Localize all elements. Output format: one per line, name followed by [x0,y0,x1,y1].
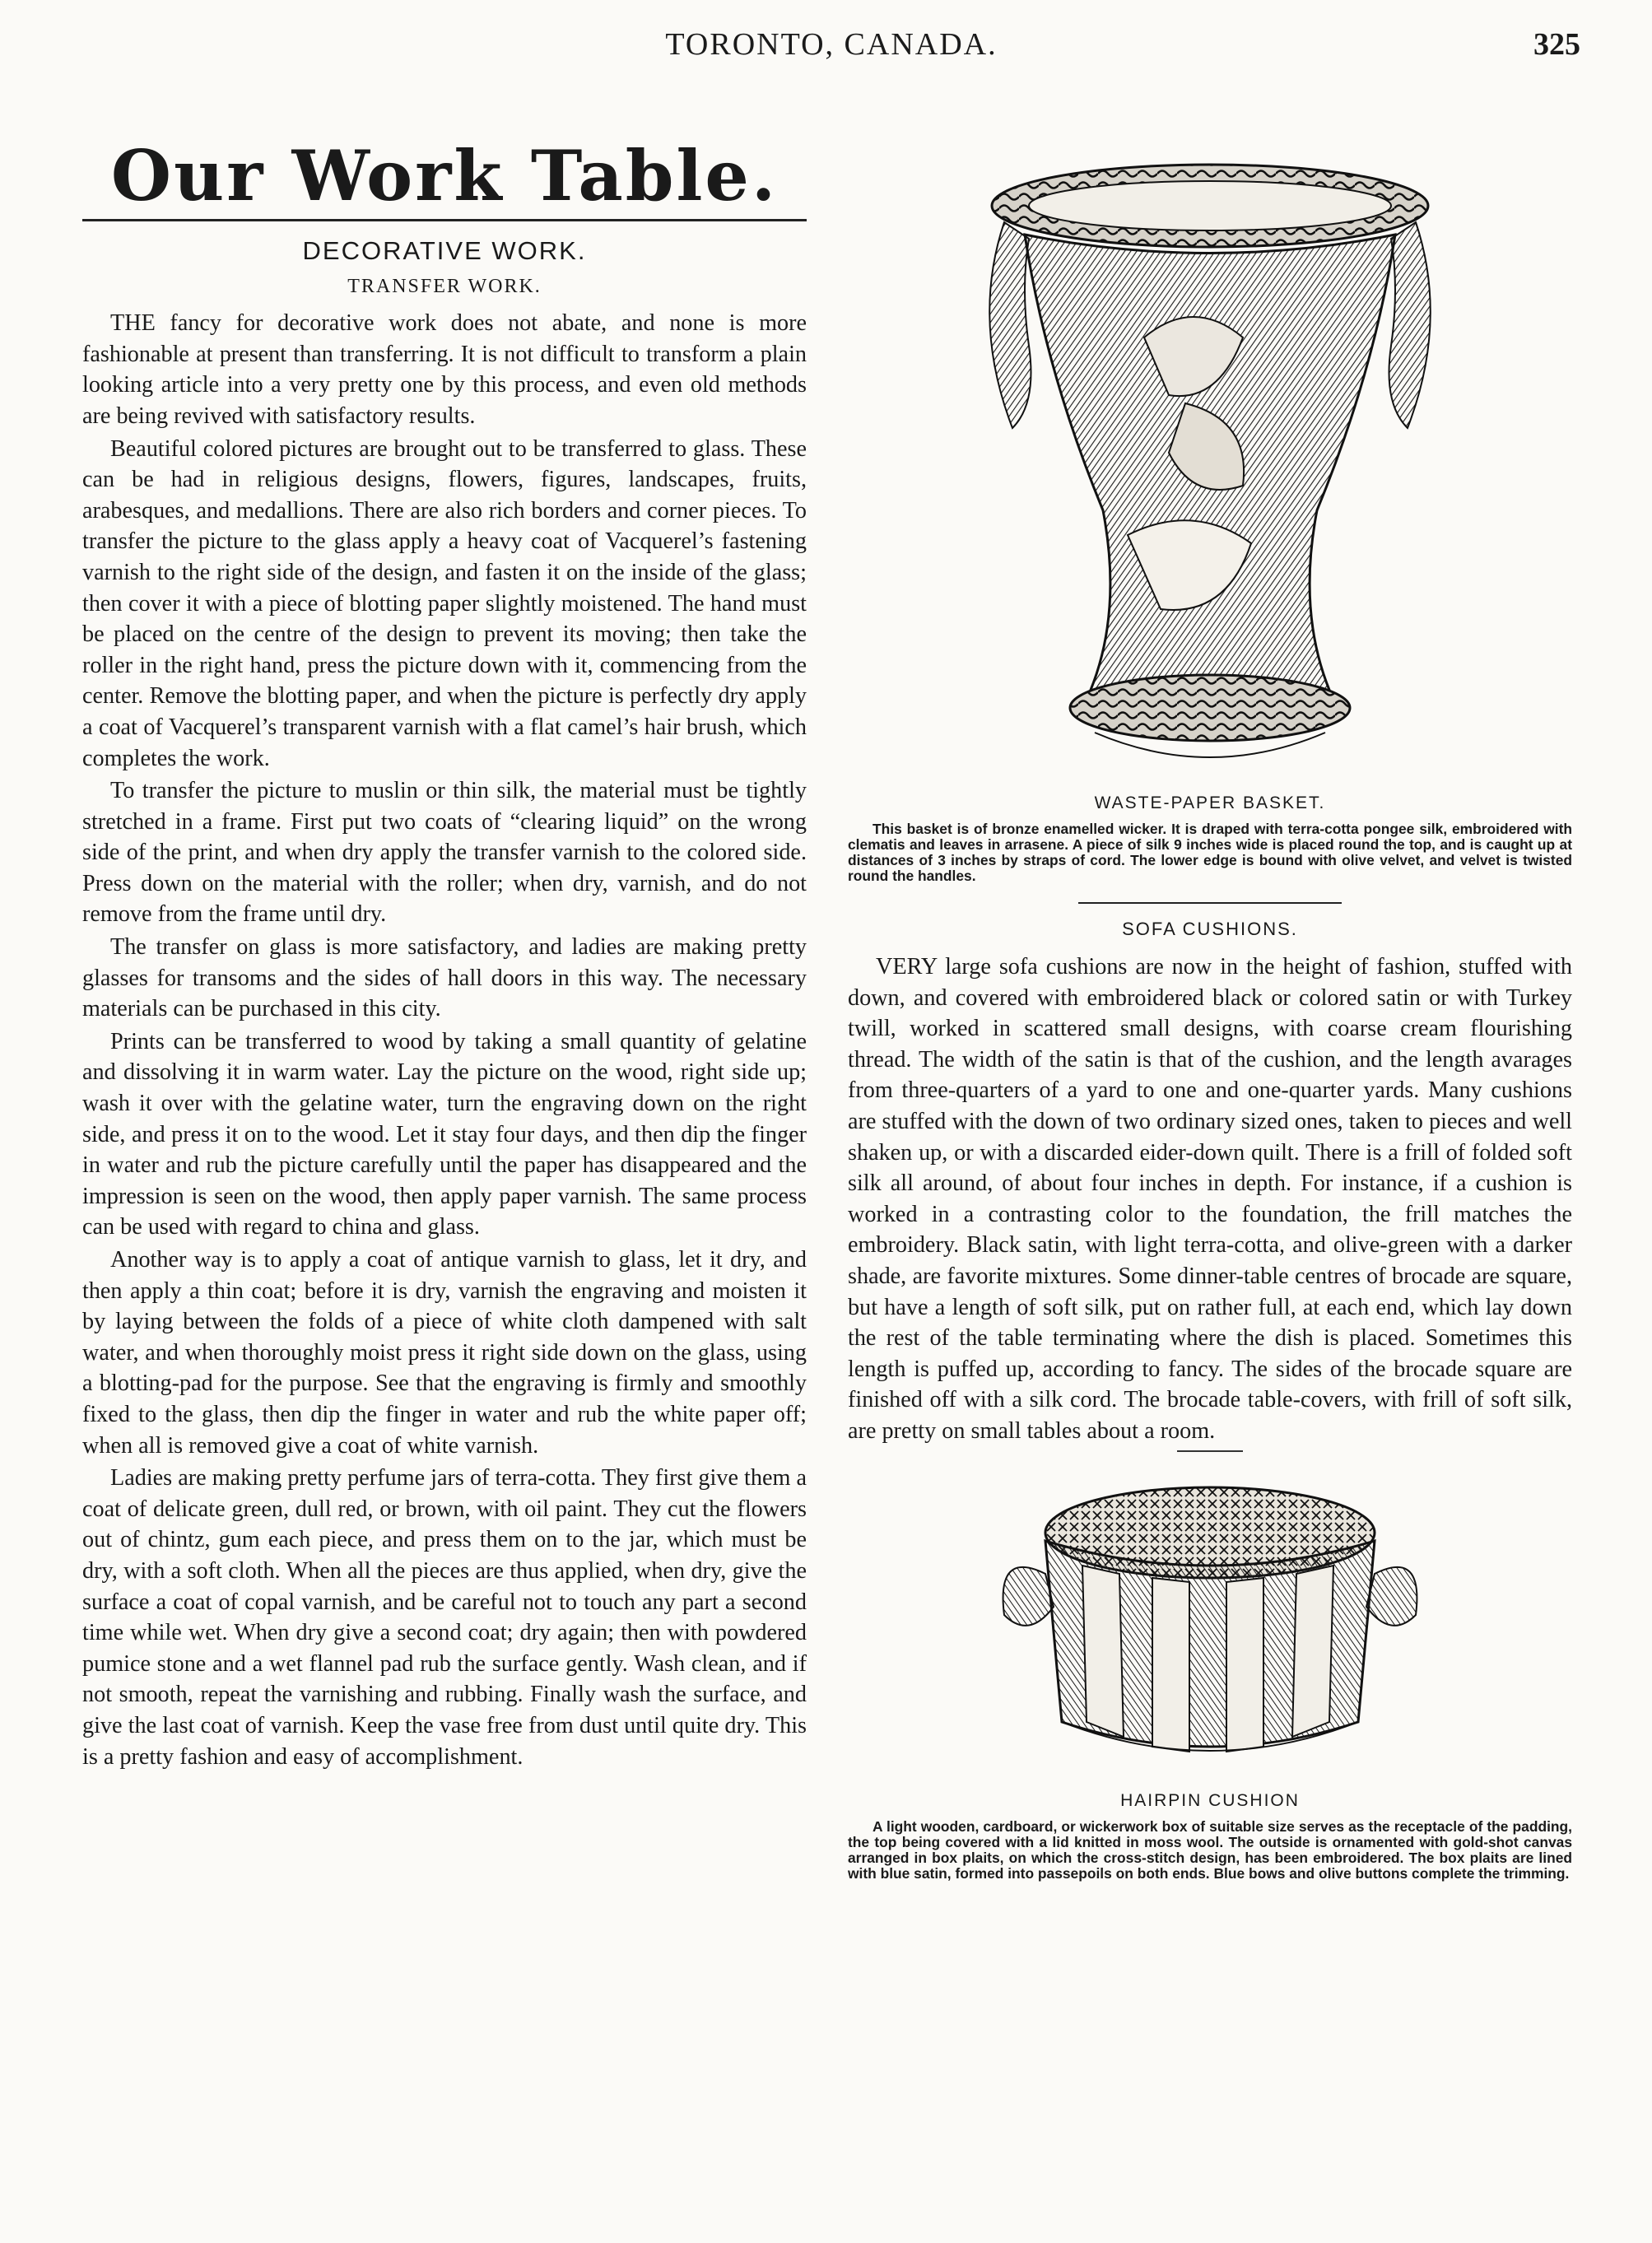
cushion-caption-title: HAIRPIN CUSHION [1120,1790,1300,1810]
cushion-figure [848,1475,1572,1882]
section-divider [1078,902,1342,904]
basket-caption-title: WASTE-PAPER BASKET. [1094,793,1326,812]
waste-paper-basket-engraving-icon [980,156,1440,790]
section-title: Our Work Table. [110,135,779,216]
small-divider [1177,1450,1243,1452]
sofa-paragraph: VERY large sofa cushions are now in the height of fashion, stuffed with down, and covered with embroidered black or colored satin or with Turkey twill, worked in scattered small designs, with coarse cream flourishing thread. The width of the satin is that of the cushion, and the length avarages from three-quarters of a yard to one and one-quarter yards. Many cushions are stuffed with the down of two ordinary sized ones, taken to pieces and well shaken up, or with a discarded eider-down quilt. There is a frill of folded soft silk all around, of about four inches in depth. For instance, if a cushion is worked in a contrasting color to the foundation, the frill matches the embroidery. Black satin, with light terra-cotta, and olive-green with a darker shade, are favorite mixtures. Some dinner-table centres of brocade are square, but have a length of soft silk, put on rather full, at each end, which lay down the rest of the table terminating where the dish is placed. Sometimes this length is puffed up, according to fancy. The sides of the brocade square are finished off with a silk cord. The brocade table-covers, with frill of soft silk, are pretty on small tables about a room. [848,954,1572,1444]
paragraph: Another way is to apply a coat of antique varnish to glass, let it dry, and then apply a thin coat; before it is dry, varnish the engraving and moisten it by laying between the folds of a piece of white cloth dampened with salt water, and when thoroughly moist press it right side down on the glass, using a blotting-pad for the purpose. See that the engraving is firmly and smoothly fixed to the glass, then dip the finger in water and rub the white paper off; when all is removed give a coat of white varnish. [82,1247,807,1459]
paragraph: Ladies are making pretty perfume jars of terra-cotta. They first give them a coat of delicate green, dull red, or brown, with oil paint. They cut the flowers out of chintz, gum each piece, and press them on to the jar, which must be dry, with a soft cloth. When all the pieces are thus applied, when dry, give the surface a coat of copal varnish, and be careful not to touch any part a second time while wet. When dry give a second coat; dry again; then with powdered pumice stone and a wet flannel pad rub the surface gently. Wash clean, and if not smooth, repeat the varnishing and rubbing. Finally wash the surface, and give the last coat of varnish. Keep the vase free from dust until quite dry. This is a pretty fashion and easy of accomplishment. [82,1465,807,1770]
running-head [82,23,1580,64]
sofa-heading: SOFA CUSHIONS. [1122,919,1298,939]
paragraph: The transfer on glass is more satisfactory, and ladies are making pretty glasses for transoms and the sides of hall doors in this way. The necessary materials can be purchased in this city. [82,934,807,1022]
hairpin-cushion-engraving-icon [988,1475,1432,1788]
paragraph: Prints can be transferred to wood by taking a small quantity of gelatine and dissolving it in warm water. Lay the picture on the wood, right side up; wash it over with the gelatine water, turn the engraving down on the right side, and press it on to the wood. Let it stay four days, and then dip the finger in water and rub the picture carefully until the paper has disappeared and the impression is seen on the wood, then apply paper varnish. The same process can be used with regard to china and glass. [82,1028,807,1240]
paragraph: Beautiful colored pictures are brought out to be transferred to glass. These can be had in religious designs, flowers, figures, landscapes, fruits, arabesques, and medallions. There are also rich borders and corner pieces. To transfer the picture to the glass apply a heavy coat of Vacquerel’s fastening varnish to the right side of the design, and fasten it on the inside of the glass; then cover it with a piece of blotting paper slightly moistened. The hand must be placed on the centre of the design to prevent its moving; then take the roller in the right hand, press the picture down with it, commencing from the center. Remove the blotting paper, and when the picture is perfectly dry apply a coat of Vacquerel’s transparent varnish with a flat camel’s hair brush, which completes the work. [82,435,807,771]
page-number: 325 [1533,27,1580,62]
basket-figure [848,156,1572,884]
article-subheading: TRANSFER WORK. [347,276,542,298]
paragraph: THE fancy for decorative work does not abate, and none is more fashionable at present than transferring. It is not difficult to transform a plain looking article into a very pretty one by this process, and even old methods are being revived with satisfactory results. [82,310,807,429]
title-rule [82,219,807,221]
right-column [848,156,1572,1882]
running-head-title: TORONTO, CANADA. [665,27,998,62]
paragraph: To transfer the picture to muslin or thin silk, the material must be tightly stretched in a frame. First put two coats of “clearing liquid” on the wrong side of the print, and when dry apply the transfer varnish to the colored side. Press down on the material with the roller; when dry, varnish, and do not remove from the frame until dry. [82,778,807,928]
basket-caption: This basket is of bronze enamelled wicker. It is draped with terra-cotta pongee silk, embroidered with clematis and leaves in arrasene. A piece of silk 9 inches wide is placed round the top, and is caught up at distances of 3 inches by straps of cord. The lower edge is bound with olive velvet, and velvet is twisted round the handles. [848,821,1572,884]
cushion-caption: A light wooden, cardboard, or wickerwork box of suitable size serves as the receptacle of the padding, the top being covered with a lid knitted in moss wool. The outside is ornamented with gold-shot canvas arranged in box plaits, on which the cross-stitch design, has been embroidered. The box plaits are lined with blue satin, formed into passepoils on both ends. Blue bows and olive buttons complete the trimming. [848,1817,1572,1882]
article-heading: DECORATIVE WORK. [302,236,587,266]
left-column [82,99,807,1774]
